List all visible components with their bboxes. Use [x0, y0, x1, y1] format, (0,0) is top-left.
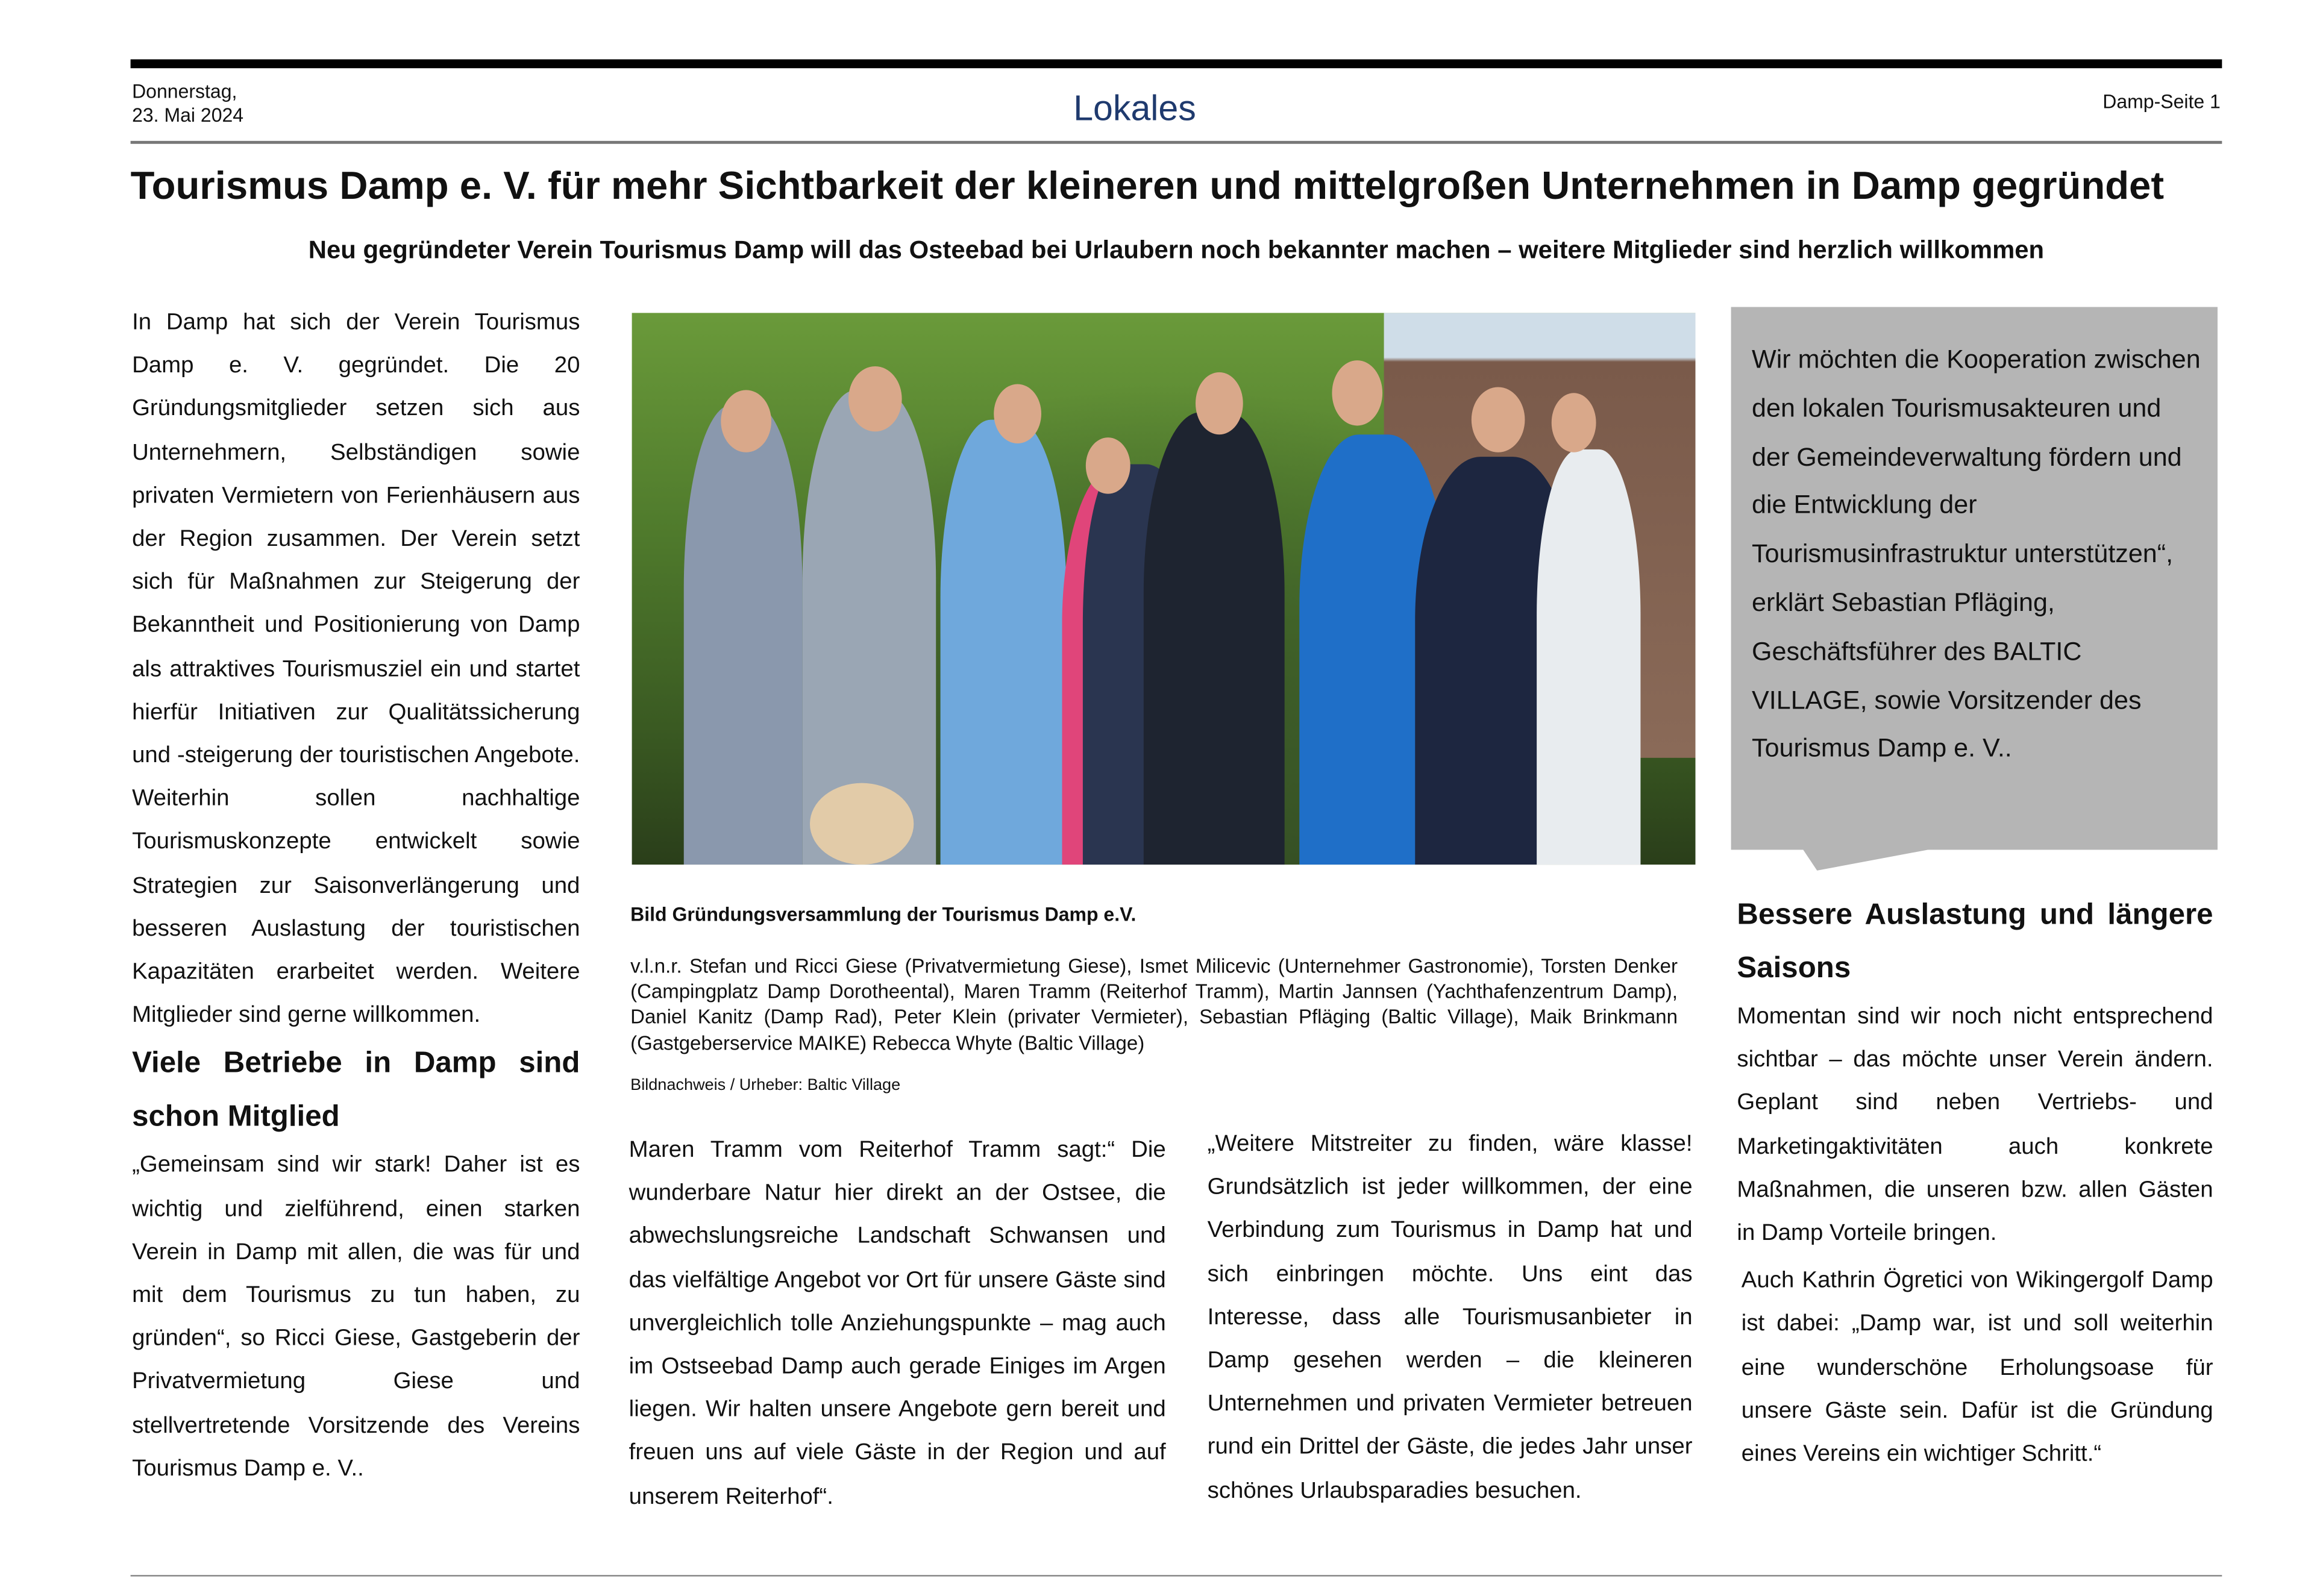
weekday: Donnerstag, [132, 80, 237, 102]
paragraph: Auch Kathrin Ögretici von Wikingergolf Damp ist dabei: „Damp war, ist und soll weiterhin eine wunderschöne Erholungsoase für unsere Gäste sein. Dafür ist die Gründung eines Vereins ein wichtiger Schritt.“ [1741, 1268, 2213, 1467]
left-column [132, 301, 580, 1491]
section-heading: Bessere Auslastung und längere Saisons [1737, 898, 2213, 985]
middle-column-1 [629, 1128, 1166, 1518]
page-number: Damp-Seite 1 [2102, 90, 2221, 113]
pullquote-text: Wir möchten die Kooperation zwischen den lokalen Tourismusakteuren und der Gemeindeverwaltung fördern und die Entwicklung der Tourismusinfrastruktur unterstützen“, erklärt Sebastian Pfläging, Geschäftsführer des BALTIC VILLAGE, sowie Vorsitzender des Tourismus Damp e. V.. [1752, 344, 2201, 763]
photo-caption-names: v.l.n.r. Stefan und Ricci Giese (Privatvermietung Giese), Ismet Milicevic (Unternehmer Gastronomie), Torsten Denker (Campingplatz Damp Dorotheental), Maren Tramm (Reiterhof Tramm), Martin Jannsen (Yachthafenzentrum Damp), Daniel Kanitz (Damp Rad), Peter Klein (privater Vermieter), Sebastian Pfläging (Baltic Village), Maik Brinkmann (Gastgeberservice MAIKE) Rebecca Whyte (Baltic Village) [630, 955, 1678, 1054]
paragraph: Momentan sind wir noch nicht entsprechend sichtbar – das möchte unser Verein ändern. Geplant sind neben Vertriebs- und Marketingaktivitäten auch konkrete Maßnahmen, die unseren bzw. allen Gästen in Damp Vorteile bringen. [1737, 1004, 2213, 1246]
intro-paragraph: In Damp hat sich der Verein Tourismus Damp e. V. gegründet. Die 20 Gründungsmitglieder setzen sich aus Unternehmern, Selbständigen sowie privaten Vermietern von Ferienhäusern aus der Region zusammen. Der Verein setzt sich für Maßnahmen zur Steigerung der Bekanntheit und Positionierung von Damp als attraktives Tourismusziel ein und startet hierfür Initiativen zur Qualitätssicherung und -steigerung der touristischen Angebote. Weiterhin sollen nachhaltige Tourismuskonzepte entwickelt sowie Strategien zur Saisonverlängerung und besseren Auslastung der touristischen Kapazitäten erarbeitet werden. Weitere Mitglieder sind gerne willkommen. [132, 310, 580, 1028]
quote-paragraph: „Gemeinsam sind wir stark! Daher ist es wichtig und zielführend, einen starken Verein in Damp mit allen, die was für und mit dem Tourismus zu tun haben, zu gründen“, so Ricci Giese, Gastgeberin der Privatvermietung Giese und stellvertretende Vorsitzende des Vereins Tourismus Damp e. V.. [132, 1153, 580, 1482]
right-column [1737, 888, 2213, 1476]
paragraph: „Weitere Mitstreiter zu finden, wäre klasse! Grundsätzlich ist jeder willkommen, der eine Verbindung zum Tourismus in Damp hat und sich einbringen möchte. Uns eint das Interesse, dass alle Tourismusanbieter in Damp gesehen werden – die kleineren Unternehmen und privaten Vermieter betreuen rund ein Drittel der Gäste, die jedes Jahr unser schönes Urlaubsparadies besuchen. [1207, 1131, 1693, 1504]
group-photo [632, 313, 1696, 865]
subheadline: Neu gegründeter Verein Tourismus Damp will das Osteebad bei Urlaubern noch bekannter machen – weitere Mitglieder sind herzlich willkommen [308, 236, 2045, 264]
photo-credit: Bildnachweis / Urheber: Baltic Village [630, 1077, 901, 1095]
section-heading: Viele Betriebe in Damp sind schon Mitglied [132, 1047, 580, 1134]
top-rule [131, 59, 2222, 68]
section-title: Lokales [1073, 89, 1196, 130]
headline: Tourismus Damp e. V. für mehr Sichtbarkeit der kleineren und mittelgroßen Unternehmen in Damp gegründet [130, 163, 2165, 208]
footer-rule [131, 1575, 2222, 1576]
photo-caption-title: Bild Gründungsversammlung der Tourismus Damp e.V. [630, 903, 1137, 925]
date: 23. Mai 2024 [132, 104, 244, 127]
dog [810, 783, 914, 865]
speech-bubble-tail [1802, 848, 1936, 871]
header-rule [131, 141, 2222, 144]
middle-column-2 [1208, 1122, 1693, 1512]
paragraph: Maren Tramm vom Reiterhof Tramm sagt:“ Die wunderbare Natur hier direkt an der Ostsee, die abwechslungsreiche Landschaft Schwansen und das vielfältige Angebot vor Ort für unsere Gäste sind unvergleichlich tolle Anziehungspunkte – mag auch im Ostseebad Damp auch gerade Einiges im Argen liegen. Wir halten unsere Angebote gern bereit und freuen uns auf viele Gäste in der Region und auf unserem Reiterhof“. [629, 1137, 1166, 1509]
